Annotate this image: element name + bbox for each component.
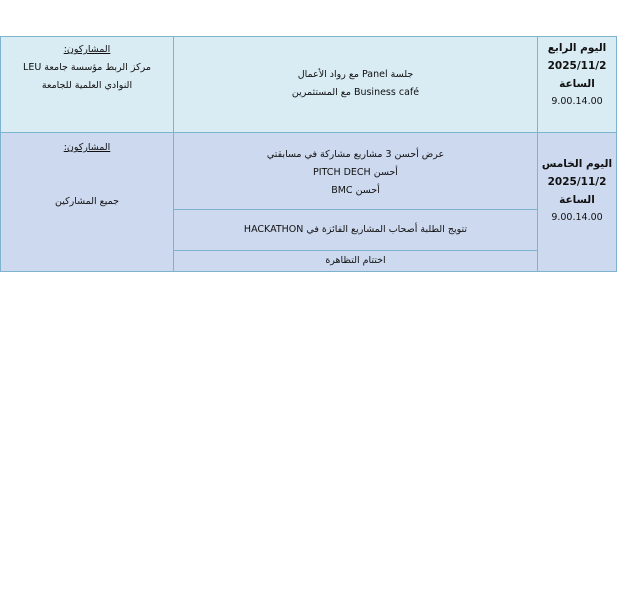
day4-time-label: الساعة	[559, 78, 595, 90]
day4-time: 9.00.14.00	[551, 96, 603, 107]
day4-day-name: اليوم الرابع	[547, 42, 607, 54]
day4-date: 2025/11/2	[547, 60, 607, 72]
day4-activity-line: جلسة Panel مع رواد الأعمال	[297, 69, 414, 80]
day4-participants-cell	[0, 36, 174, 133]
day5-activity1-line: أحسن BMC	[331, 185, 380, 196]
day5-date: 2025/11/2	[547, 176, 607, 188]
day5-participants-cell	[0, 132, 174, 272]
day5-activity2-text: تتويج الطلبة أصحاب المشاريع الفائزة في HACKATHON	[243, 224, 468, 235]
day5-date-cell	[537, 132, 617, 272]
day5-activity1-line: عرض أحسن 3 مشاريع مشاركة في مسابقتي	[266, 149, 445, 160]
day5-day-name: اليوم الخامس	[541, 158, 613, 170]
day5-time: 9.00.14.00	[551, 212, 603, 223]
day5-time-label: الساعة	[559, 194, 595, 206]
day4-participant-line: مركز الربط مؤسسة جامعة LEU	[23, 62, 151, 73]
day4-activity-cell	[173, 36, 538, 133]
day5-participants-heading: المشاركون:	[63, 142, 111, 153]
day5-activity3-text: اختتام التظاهرة	[325, 255, 386, 266]
day5-activity1-cell	[173, 132, 538, 210]
day5-activity1-line: أحسن PITCH DECH	[313, 167, 398, 178]
day5-activity3-cell	[173, 250, 538, 272]
day5-activity2-cell	[173, 209, 538, 251]
day4-date-cell	[537, 36, 617, 133]
day5-participants-body: جميع المشاركين	[55, 196, 119, 207]
day4-participants-heading: المشاركون:	[63, 44, 111, 55]
day4-participant-line: النوادي العلمية للجامعة	[41, 80, 133, 91]
day4-activity-line: Business café مع المستثمرين	[291, 87, 420, 98]
